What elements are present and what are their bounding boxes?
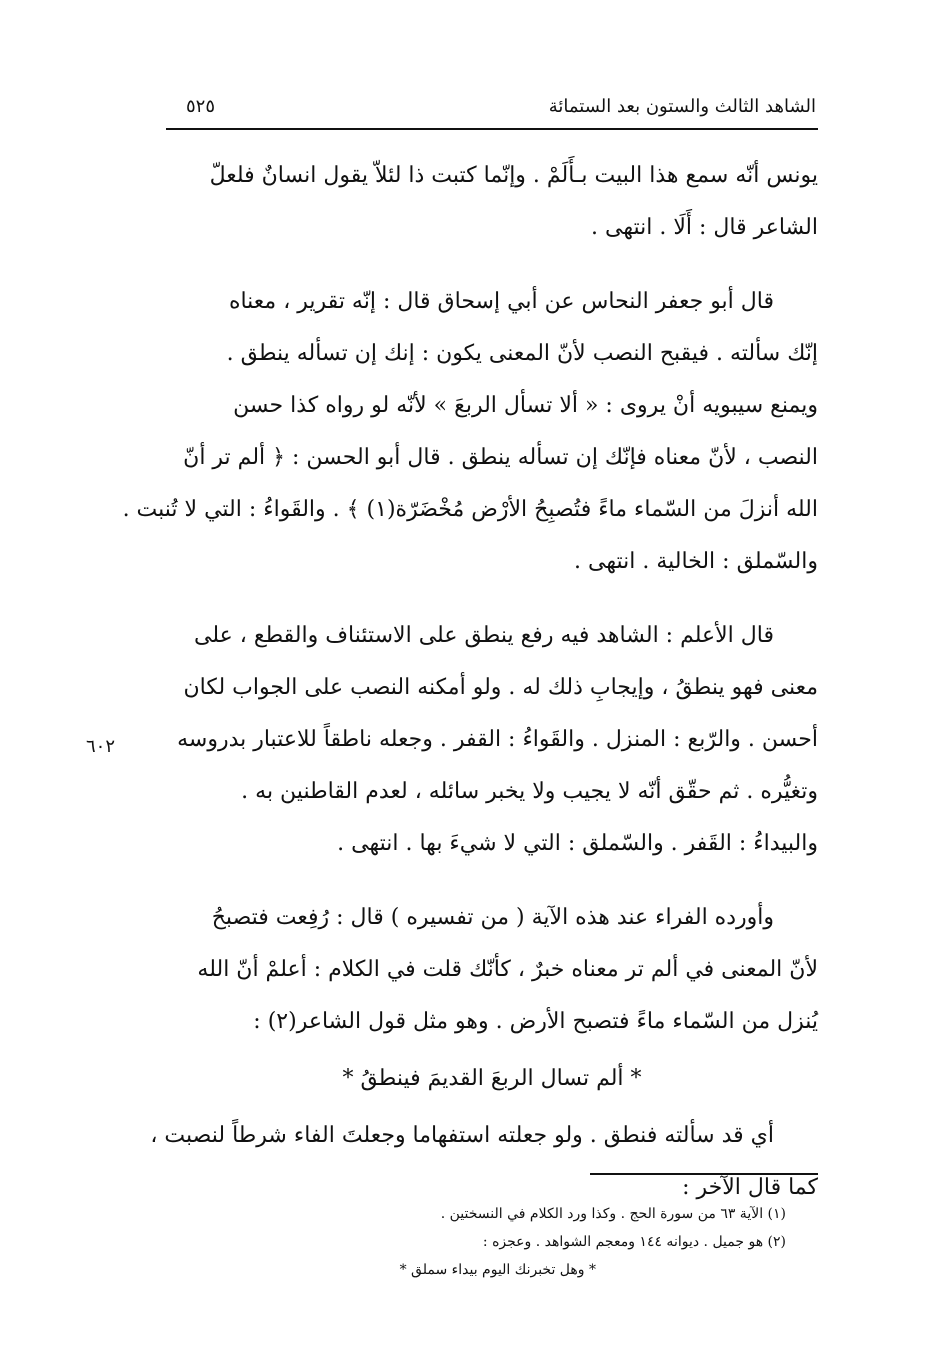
paragraph (122, 276, 818, 588)
text-line: قال أبو جعفر النحاس عن أبي إسحاق قال : إنّه تقرير ، معناه (228, 289, 774, 314)
text-line: أحسن . والرّبع : المنزل . والقَواءُ : القفر . وجعله ناطقاً للاعتبار بدروسه (177, 727, 818, 752)
running-header (166, 86, 816, 124)
footnote: (١) الآية ٦٣ من سورة الحج . وكذا ورد الكلام في النسختين . (440, 1206, 786, 1222)
text-line: النصب ، لأنّ معناه فإنّك إن تسأله ينطق . قال أبو الحسن : ﴿ ألم تر أنّ (183, 445, 818, 470)
header-title: الشاهد الثالث والستون بعد الستمائة (548, 96, 816, 117)
verse-line: * ألم تسال الربعَ القديمَ فينطقُ * (342, 1066, 642, 1091)
footnote: (٢) هو جميل . ديوانه ١٤٤ ومعجم الشواهد . وعجزه : (482, 1234, 786, 1250)
text-line: ويمنع سيبويه أنْ يروى : « ألا تسأل الربعَ » لأنّه لو رواه كذا حسن (233, 393, 818, 418)
text-line: يونس أنّه سمع هذا البيت بـأَلَمْ . وإنّما كتبت ذا لئلاّ يقول انسانٌ فلعلّ (209, 163, 818, 188)
text-line: معنى فهو ينطقُ ، وإيجابِ ذلك له . ولو أمكنه النصب على الجواب لكان (183, 675, 818, 700)
text-line: وتغيُّره . ثم حقّق أنّه لا يجيب ولا يخبر سائله ، لعدم القاطنين به . (241, 779, 818, 804)
paragraph (150, 1110, 818, 1214)
text-line: أي قد سألته فنطق . ولو جعلته استفهاما وجعلتَ الفاء شرطاً لنصبت ، (150, 1123, 774, 1148)
text-line: الشاعر قال : أَلَا . انتهى . (591, 215, 818, 240)
page-number: ٥٢٥ (186, 96, 216, 117)
footnotes (166, 1200, 786, 1284)
main-text (122, 150, 818, 1214)
header-divider (166, 128, 818, 130)
text-line: الله أنزلَ من السّماء ماءً فتُصبِحُ الأرْض مُخْضَرّة(١) ﴾ . والقَواءُ : التي لا تُنبت . (122, 497, 818, 522)
text-line: كما قال الآخر : (682, 1175, 818, 1200)
text-line: يُنزل من السّماء ماءً فتصبح الأرض . وهو مثل قول الشاعر(٢) : (253, 1009, 818, 1034)
footnote-verse: * وهل تخبرنك اليوم بيداء سملق * (399, 1262, 596, 1278)
paragraph (166, 610, 818, 870)
text-line: إنّك سألته . فيقبح النصب لأنّ المعنى يكون : إنك إن تسأله ينطق . (226, 341, 818, 366)
margin-page-number: ٦٠٢ (86, 736, 116, 757)
paragraph (166, 892, 818, 1048)
text-line: وأورده الفراء عند هذه الآية ( من تفسيره ) قال : رُفِعت فتصبحُ (211, 905, 774, 930)
footnote-divider (590, 1173, 818, 1175)
paragraph (166, 150, 818, 254)
text-line: لأنّ المعنى في ألم تر معناه خبرٌ ، كأنّك قلت في الكلام : أعلمْ أنّ الله (197, 957, 818, 982)
text-line: قال الأعلم : الشاهد فيه رفع ينطق على الاستئناف والقطع ، على (194, 623, 774, 648)
text-line: والبيداءُ : القَفر . والسّملق : التي لا شيءَ بها . انتهى . (337, 831, 818, 856)
text-line: والسّملق : الخالية . انتهى . (574, 549, 818, 574)
